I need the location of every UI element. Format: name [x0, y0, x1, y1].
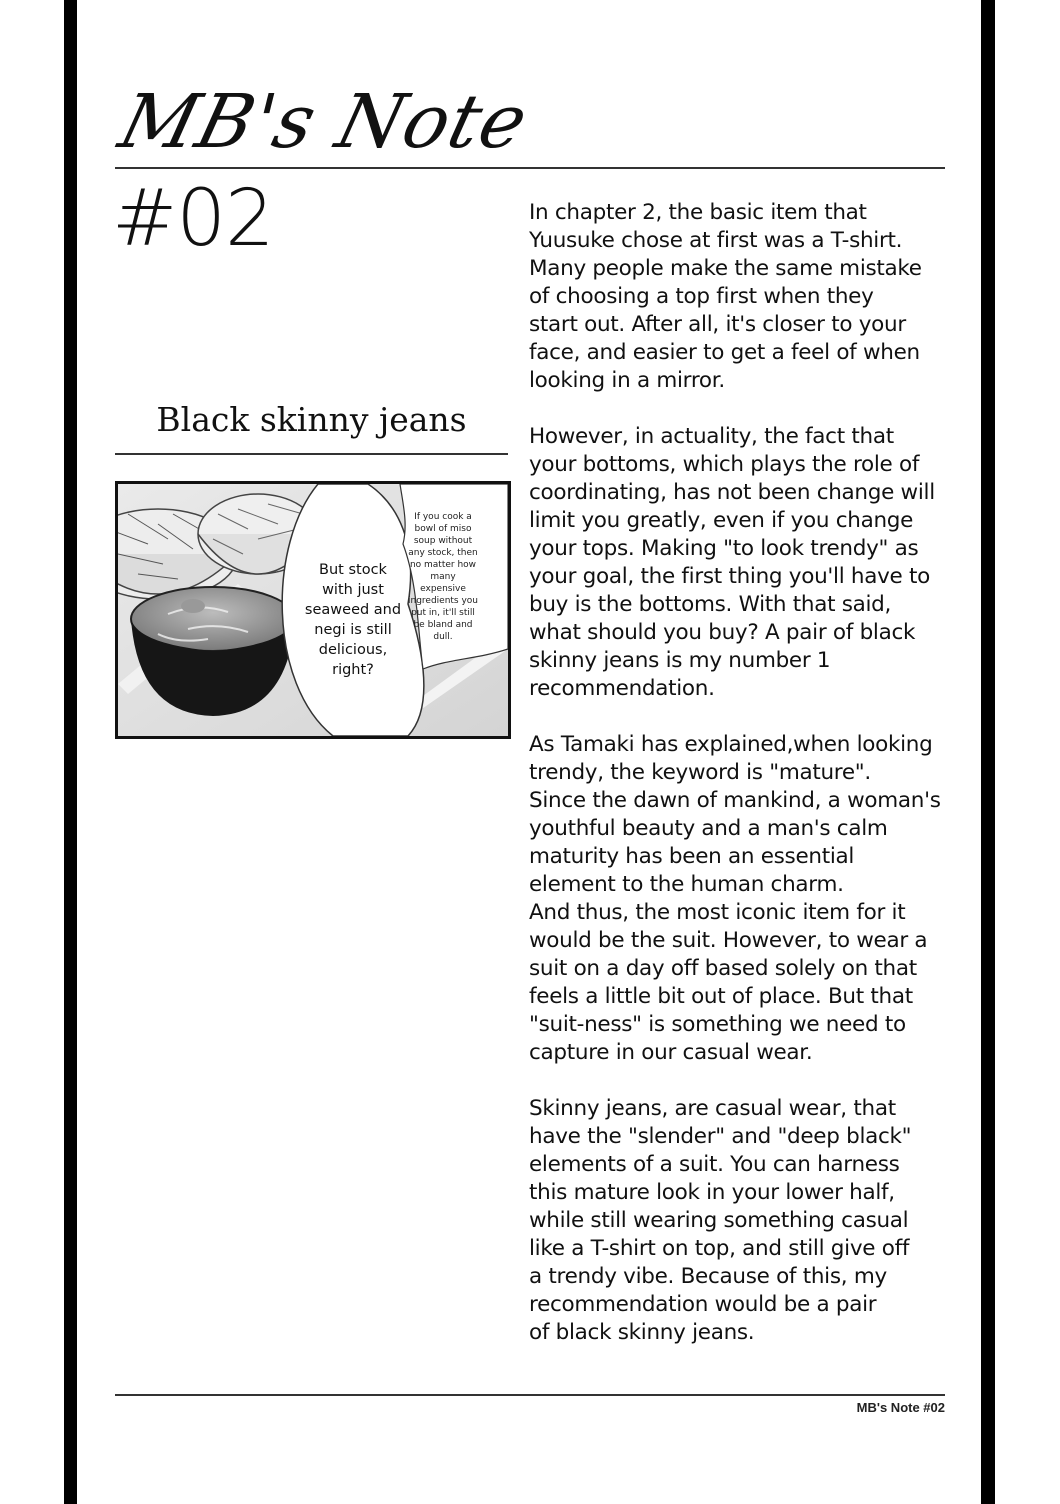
feature-subheading: Black skinny jeans [156, 400, 467, 439]
issue-number: #02 [112, 174, 274, 264]
page-border-right [981, 0, 995, 1504]
manga-panel-image [115, 481, 511, 739]
article-paragraph-2: However, in actuality, the fact that your bottoms, which plays the role of coordinating, has not been change will limit you greatly, even if you change your tops. Making "to look trendy" as your goal, the first thing you'll have to buy is the bottoms. With that said, what should you buy? A pair of black skinny jeans is my number 1 recommendation. [529, 424, 935, 701]
subheading-divider [115, 453, 508, 455]
article-body [529, 199, 959, 1375]
article-paragraph-3: As Tamaki has explained,when looking trendy, the keyword is "mature". Since the dawn of mankind, a woman's youthful beauty and a man's calm maturity has been an essential element to the human charm. And thus, the most iconic item for it would be the suit. However, to wear a suit on a day off based solely on that feels a little bit out of place. But that "suit-ness" is something we need to capture in our casual wear. [529, 732, 941, 1065]
page-border-left [64, 0, 77, 1504]
footer-page-label: MB's Note #02 [856, 1400, 945, 1415]
article-paragraph-4: Skinny jeans, are casual wear, that have the "slender" and "deep black" elements of a suit. You can harness this mature look in your lower half, while still wearing something casual like a T-shirt on top, and still give off a trendy vibe. Because of this, my recommendation would be a pair of black skinny jeans. [529, 1096, 912, 1345]
article-paragraph-1: In chapter 2, the basic item that Yuusuke chose at first was a T-shirt. Many people make the same mistake of choosing a top first when they start out. After all, it's closer to your face, and easier to get a feel of when looking in a mirror. [529, 200, 922, 393]
title-divider [115, 167, 945, 169]
speech-bubble-side: If you cook a bowl of miso soup without any stock, then no matter how many expensive ingredients you put in, it'll still be bland and dull. [407, 512, 479, 642]
page-title: MB's Note [111, 79, 537, 165]
speech-bubble-main: But stock with just seaweed and negi is still delicious, right? [304, 562, 402, 678]
footer-divider [115, 1394, 945, 1396]
